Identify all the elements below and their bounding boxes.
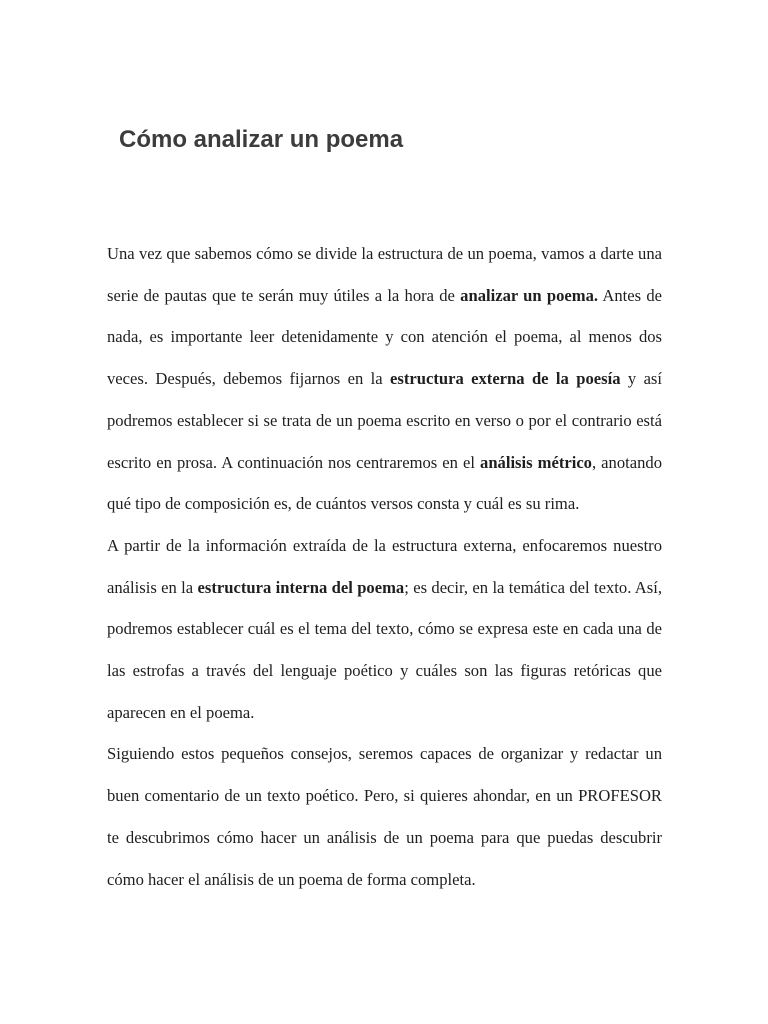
bold-phrase: estructura interna del poema	[197, 577, 405, 597]
paragraph-text: Una vez que sabemos cómo se divide la estructura de un poema, vamos a darte una serie de pautas que te serán muy útiles a la hora de	[107, 244, 662, 305]
paragraph-text: Antes de nada, es importante leer detenidamente y con atención el poema, al menos dos veces. Después, debemos fijarnos en la	[107, 285, 662, 389]
paragraph-3	[107, 733, 662, 900]
bold-phrase: estructura externa de la poesía	[390, 369, 621, 389]
article-body	[107, 233, 662, 900]
paragraph-1	[107, 233, 662, 525]
paragraph-2	[107, 525, 662, 734]
paragraph-text: , anotando qué tipo de composición es, de cuántos versos consta y cuál es su rima.	[107, 452, 663, 514]
paragraph-text: ; es decir, en la temática del texto. Así, podremos establecer cuál es el tema del texto, cómo se expresa este en cada una de las estrofas a través del lenguaje poético y cuáles son las figuras retóricas que aparecen en el poema.	[107, 577, 662, 722]
bold-phrase: analizar un poema.	[460, 285, 599, 305]
paragraph-text: Siguiendo estos pequeños consejos, seremos capaces de organizar y redactar un buen comentario de un texto poético. Pero, si quieres ahondar, en un PROFESOR te descubrimos cómo hacer un análisis de un poema para que puedas descubrir cómo hacer el análisis de un poema de forma completa.	[107, 744, 662, 889]
bold-phrase: análisis métrico	[480, 452, 592, 472]
paragraph-text: y así podremos establecer si se trata de un poema escrito en verso o por el contrario está escrito en prosa. A continuación nos centraremos en el	[107, 369, 663, 472]
page-title: Cómo analizar un poema	[119, 126, 404, 153]
paragraph-text: A partir de la información extraída de la estructura externa, enfocaremos nuestro análisis en la	[107, 535, 662, 597]
